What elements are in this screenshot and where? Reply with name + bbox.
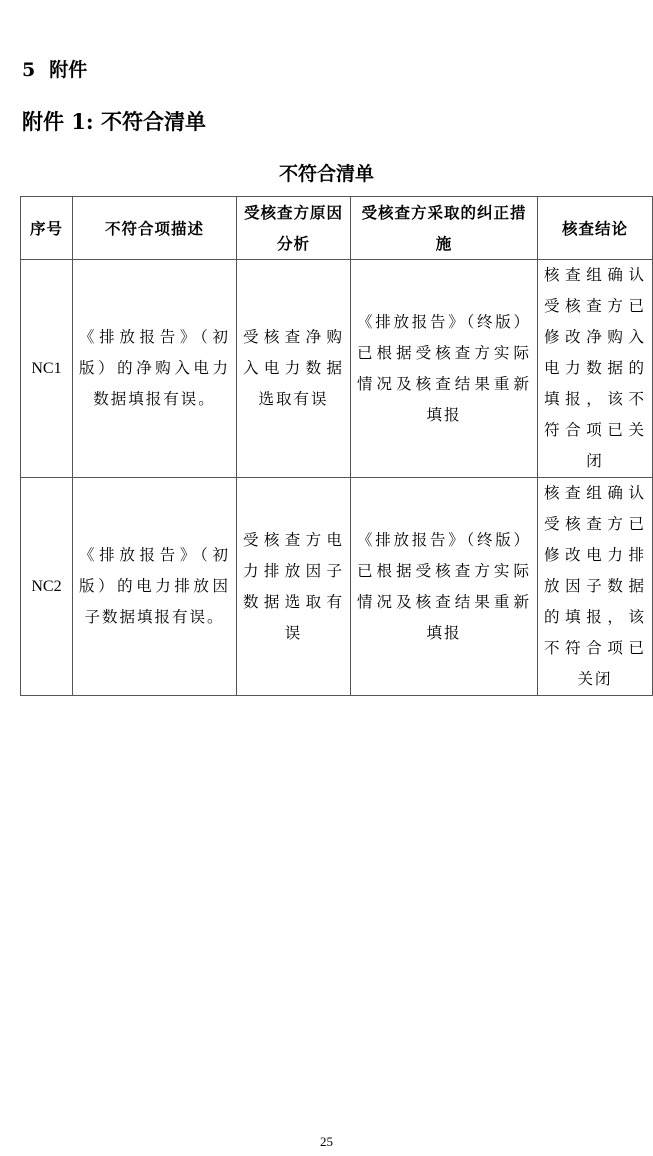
- row-conclusion: 核查组确认受核查方已修改电力排放因子数据的填报，该不符合项已关闭: [538, 478, 653, 696]
- section-title: 附件: [49, 59, 88, 81]
- header-seq: 序号: [21, 197, 73, 260]
- row-conclusion: 核查组确认受核查方已修改净购入电力数据的填报，该不符合项已关闭: [538, 260, 653, 478]
- annex-heading: 附件 1: 不符合清单: [22, 109, 206, 134]
- header-description: 不符合项描述: [73, 197, 237, 260]
- row-correction: 《排放报告》（终版）已根据受核查方实际情况及核查结果重新填报: [351, 260, 538, 478]
- nonconformity-table: [20, 196, 653, 696]
- table-header-row: [21, 197, 653, 260]
- page-number: 25: [320, 1134, 333, 1149]
- table-row: [21, 478, 653, 696]
- row-id: NC2: [21, 478, 73, 696]
- row-description: 《排放报告》（初版）的净购入电力数据填报有误。: [73, 260, 237, 478]
- row-cause: 受核查方电力排放因子数据选取有误: [237, 478, 351, 696]
- table-title: 不符合清单: [278, 163, 374, 185]
- row-id: NC1: [21, 260, 73, 478]
- header-cause: 受核查方原因分析: [237, 197, 351, 260]
- header-conclusion: 核查结论: [538, 197, 653, 260]
- row-description: 《排放报告》（初版）的电力排放因子数据填报有误。: [73, 478, 237, 696]
- section-number: 5: [22, 59, 36, 81]
- row-cause: 受核查净购入电力数据选取有误: [237, 260, 351, 478]
- row-correction: 《排放报告》（终版）已根据受核查方实际情况及核查结果重新填报: [351, 478, 538, 696]
- section-heading: [22, 54, 87, 86]
- header-correction: 受核查方采取的纠正措施: [351, 197, 538, 260]
- table-row: [21, 260, 653, 478]
